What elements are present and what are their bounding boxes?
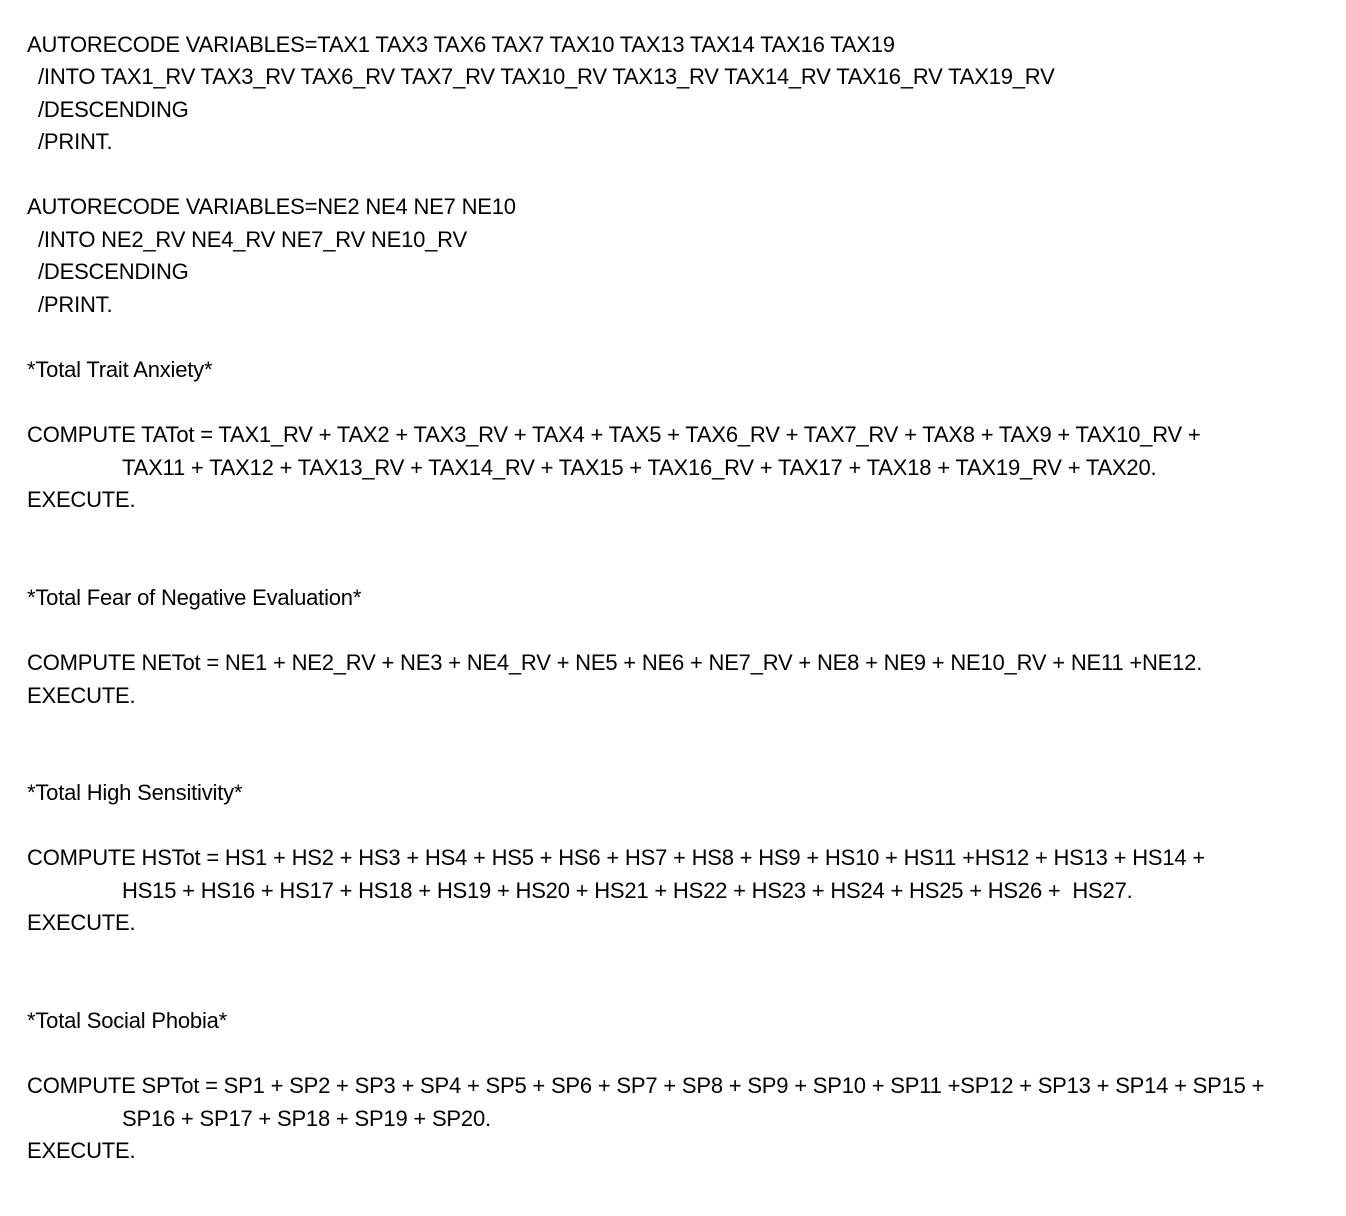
negative-evaluation-heading: *Total Fear of Negative Evaluation* — [27, 585, 362, 610]
autorecode-ne-print-line: /PRINT. — [38, 292, 113, 317]
social-phobia-compute-line2: SP16 + SP17 + SP18 + SP19 + SP20. — [122, 1106, 491, 1131]
autorecode-ne-line1: AUTORECODE VARIABLES=NE2 NE4 NE7 NE10 — [27, 194, 516, 219]
negative-evaluation-execute: EXECUTE. — [27, 683, 136, 708]
autorecode-tax-descending-line: /DESCENDING — [38, 97, 189, 122]
social-phobia-execute: EXECUTE. — [27, 1138, 136, 1163]
high-sensitivity-execute: EXECUTE. — [27, 910, 136, 935]
high-sensitivity-heading: *Total High Sensitivity* — [27, 780, 243, 805]
autorecode-tax-into-line: /INTO TAX1_RV TAX3_RV TAX6_RV TAX7_RV TAX10_RV TAX13_RV TAX14_RV TAX16_RV TAX19_RV — [38, 64, 1055, 89]
autorecode-ne-descending-line: /DESCENDING — [38, 259, 189, 284]
social-phobia-heading: *Total Social Phobia* — [27, 1008, 228, 1033]
autorecode-ne-into-line: /INTO NE2_RV NE4_RV NE7_RV NE10_RV — [38, 227, 467, 252]
trait-anxiety-compute-line1: COMPUTE TATot = TAX1_RV + TAX2 + TAX3_RV + TAX4 + TAX5 + TAX6_RV + TAX7_RV + TAX8 + TAX9 + TAX10_RV + — [27, 422, 1201, 447]
high-sensitivity-compute-line1: COMPUTE HSTot = HS1 + HS2 + HS3 + HS4 + HS5 + HS6 + HS7 + HS8 + HS9 + HS10 + HS11 +HS12 + HS13 + HS14 + — [27, 845, 1205, 870]
high-sensitivity-compute-line2: HS15 + HS16 + HS17 + HS18 + HS19 + HS20 + HS21 + HS22 + HS23 + HS24 + HS25 + HS26 + HS27. — [122, 878, 1133, 903]
trait-anxiety-heading: *Total Trait Anxiety* — [27, 357, 213, 382]
negative-evaluation-compute-line1: COMPUTE NETot = NE1 + NE2_RV + NE3 + NE4_RV + NE5 + NE6 + NE7_RV + NE8 + NE9 + NE10_RV + NE11 +NE12. — [27, 650, 1203, 675]
social-phobia-compute-line1: COMPUTE SPTot = SP1 + SP2 + SP3 + SP4 + SP5 + SP6 + SP7 + SP8 + SP9 + SP10 + SP11 +SP12 + SP13 + SP14 + SP15 + — [27, 1073, 1265, 1098]
autorecode-tax-line1: AUTORECODE VARIABLES=TAX1 TAX3 TAX6 TAX7 TAX10 TAX13 TAX14 TAX16 TAX19 — [27, 32, 895, 57]
trait-anxiety-compute-line2: TAX11 + TAX12 + TAX13_RV + TAX14_RV + TAX15 + TAX16_RV + TAX17 + TAX18 + TAX19_RV + TAX20. — [122, 455, 1157, 480]
trait-anxiety-execute: EXECUTE. — [27, 487, 136, 512]
autorecode-tax-print-line: /PRINT. — [38, 129, 113, 154]
